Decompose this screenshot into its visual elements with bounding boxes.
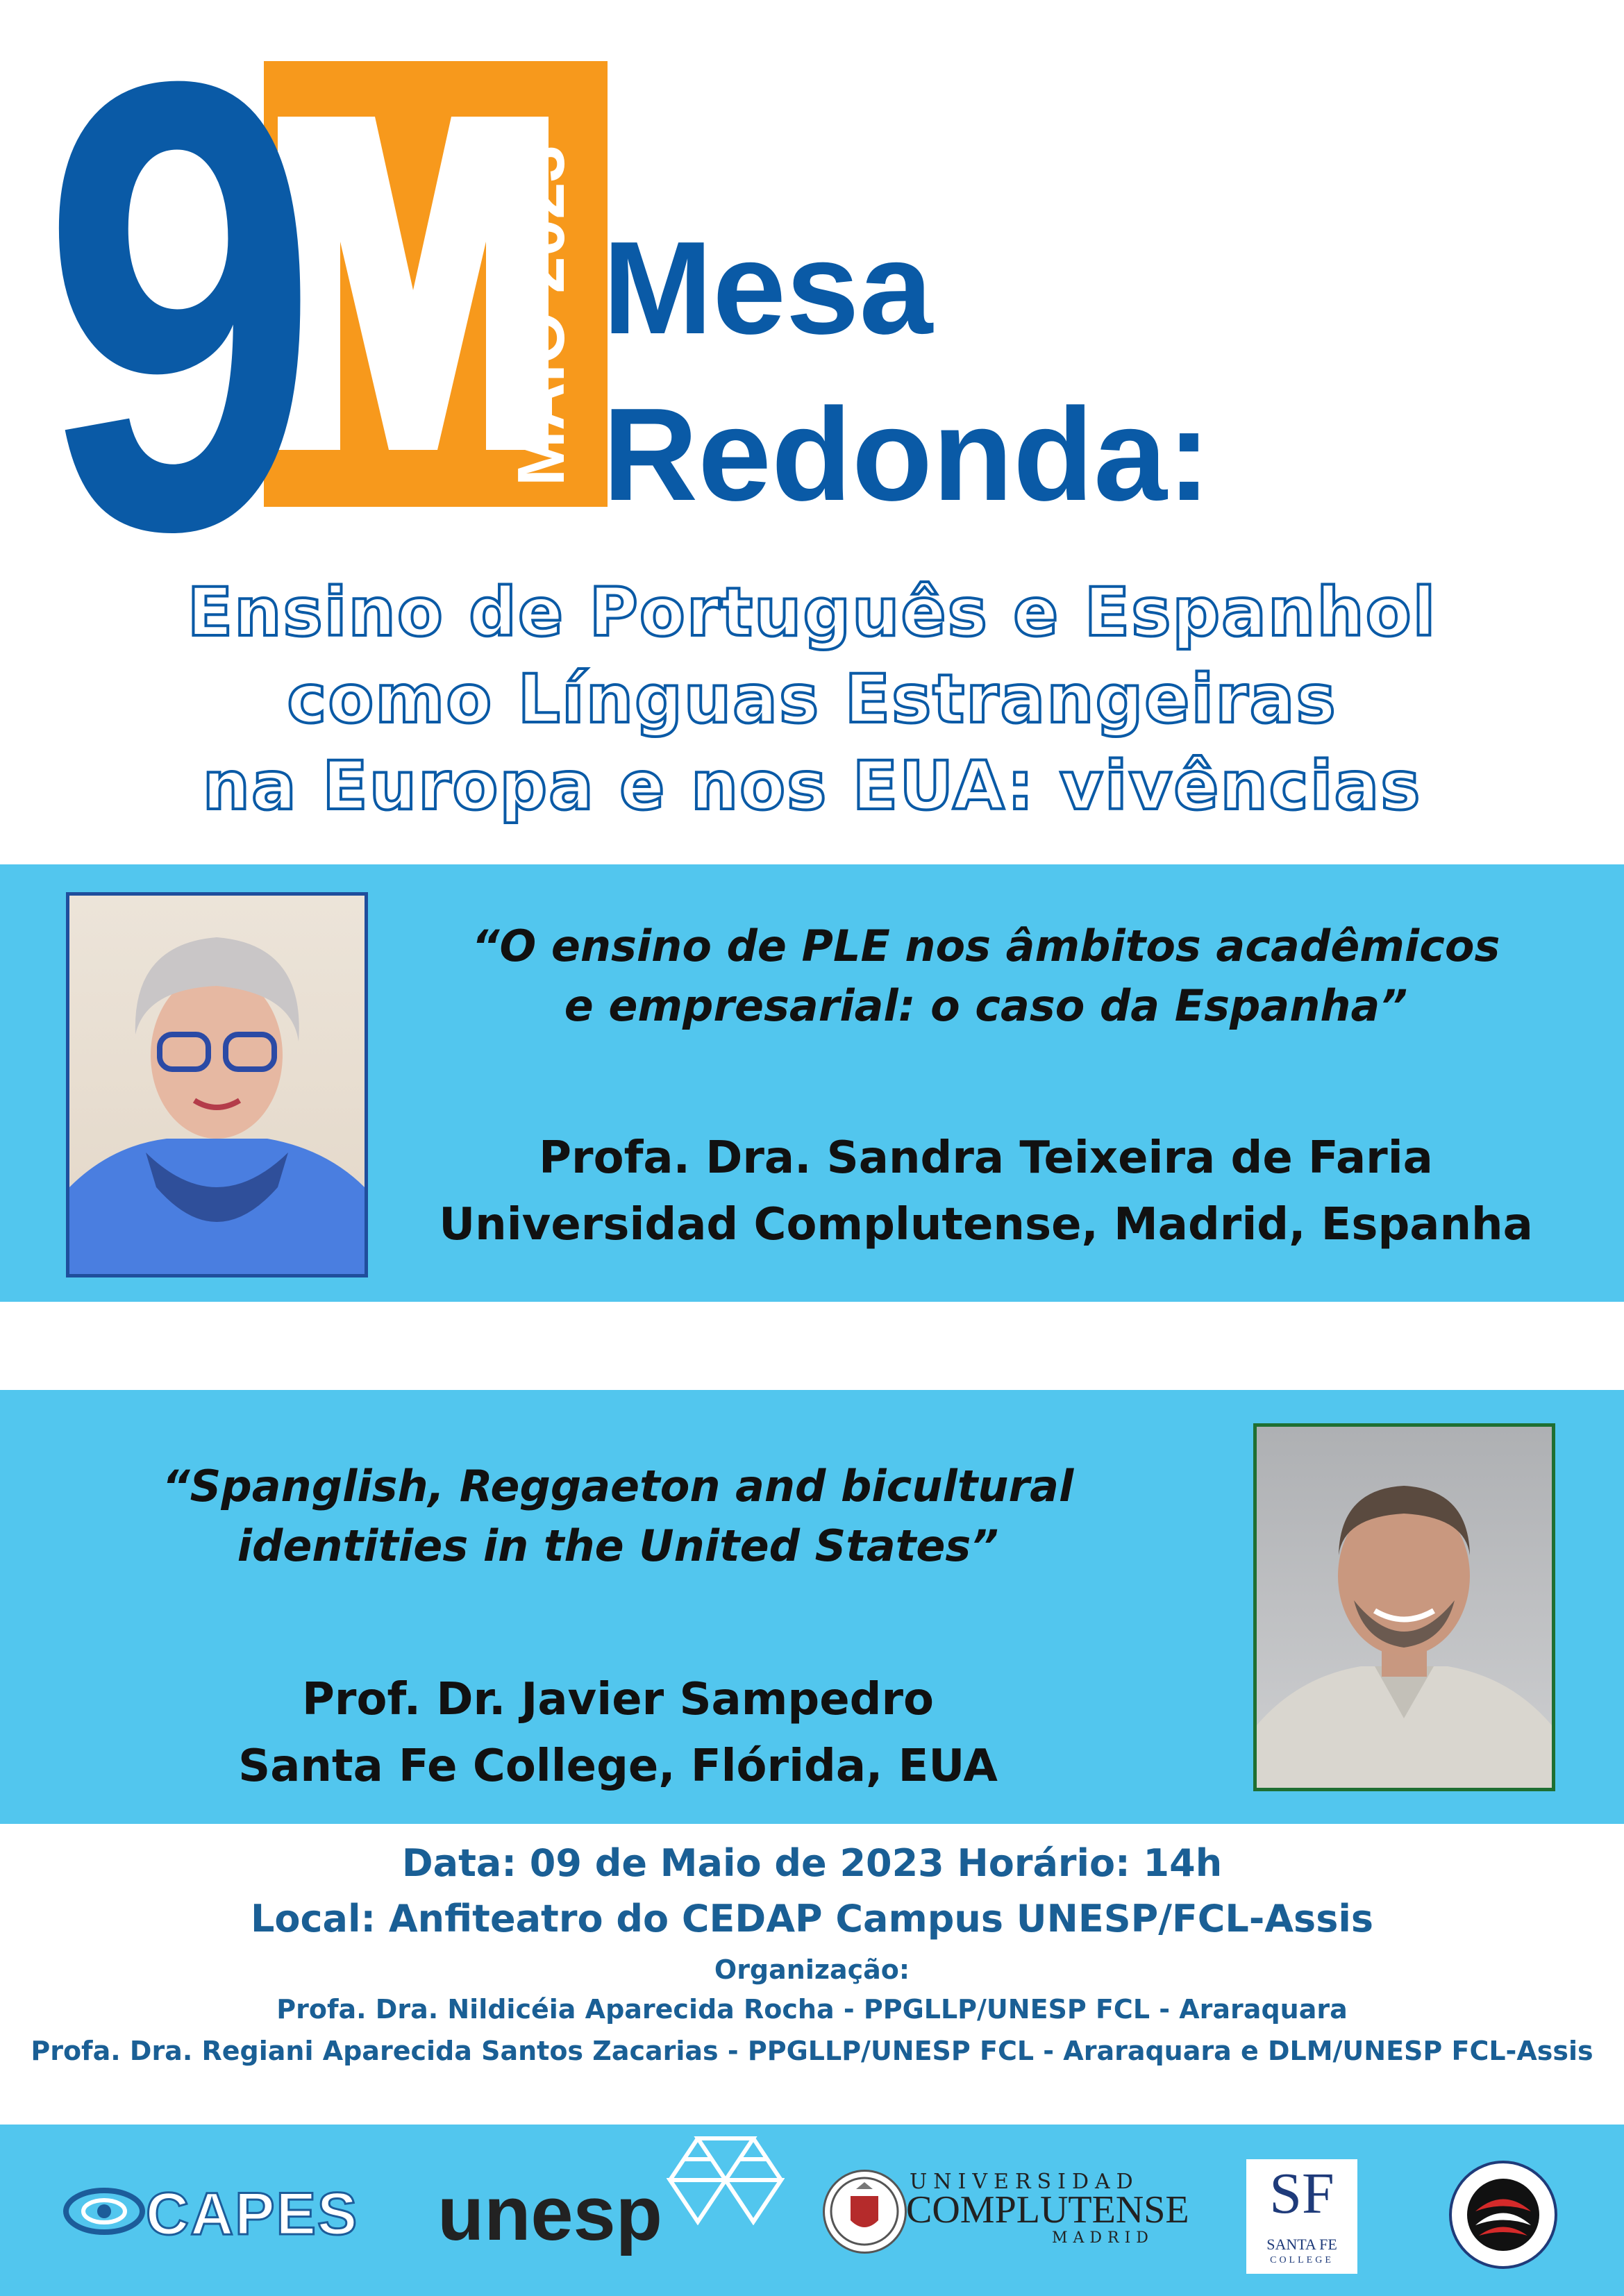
page-title-line1: Mesa — [603, 215, 933, 362]
ucm-line1: UNIVERSIDAD — [910, 2170, 1139, 2194]
talk-title-1-line1: “O ensino de PLE nos âmbitos acadêmicos — [471, 921, 1500, 971]
santa-fe-logo-college: COLLEGE — [1270, 2255, 1334, 2265]
ucm-logo — [823, 2170, 1189, 2253]
speaker-2-affiliation: Santa Fe College, Flórida, EUA — [238, 1741, 998, 1792]
subtitle — [0, 569, 1624, 829]
unesp-triangles-icon — [667, 2135, 785, 2225]
speaker-2-info — [69, 1666, 1166, 1800]
talk-title-2-line1: “Spanglish, Reggaeton and bicultural — [162, 1461, 1074, 1511]
santa-fe-logo — [1246, 2159, 1357, 2274]
talk-title-1 — [417, 916, 1555, 1035]
unesp-logo-text: unesp — [437, 2171, 662, 2256]
vertical-date — [486, 90, 597, 486]
organizer-1: Profa. Dra. Nildicéia Aparecida Rocha - PPGLLP/UNESP FCL - Araraquara — [276, 1994, 1348, 2025]
organization-title: Organização: — [714, 1954, 910, 1985]
event-location: Local: Anfiteatro do CEDAP Campus UNESP/FCL-Assis — [251, 1897, 1373, 1941]
subtitle-line3: na Europa e nos EUA: vivências — [202, 746, 1422, 825]
subtitle-line1: Ensino de Português e Espanhol — [187, 573, 1437, 651]
speaker-2-name: Prof. Dr. Javier Sampedro — [302, 1674, 934, 1725]
ucm-line3: MADRID — [1052, 2229, 1154, 2247]
page-title-line2: Redonda: — [603, 381, 1212, 528]
talk-title-1-line2: e empresarial: o caso da Espanha” — [564, 980, 1408, 1031]
vertical-date-text: MAIO 2023 — [504, 145, 578, 486]
capes-logo-text: CAPES — [146, 2181, 359, 2247]
ucm-line2: COMPLUTENSE — [906, 2188, 1189, 2231]
day-number: 9 — [42, 0, 308, 662]
speaker-2-photo — [1253, 1423, 1555, 1791]
talk-title-2-line2: identities in the United States” — [237, 1520, 999, 1571]
santa-fe-logo-name: SANTA FE — [1266, 2236, 1337, 2253]
subtitle-line2: como Línguas Estrangeiras — [287, 660, 1337, 738]
speaker-1-info — [417, 1125, 1555, 1258]
ucm-seal-icon — [823, 2170, 907, 2254]
event-date-time: Data: 09 de Maio de 2023 Horário: 14h — [401, 1841, 1223, 1885]
speaker-1-photo — [66, 892, 368, 1277]
santa-fe-logo-initials: SF — [1269, 2161, 1334, 2226]
heritage-seal-icon — [1448, 2159, 1559, 2270]
speaker-1-affiliation: Universidad Complutense, Madrid, Espanha — [439, 1199, 1533, 1250]
capes-logo — [62, 2180, 359, 2247]
organizer-2: Profa. Dra. Regiani Aparecida Santos Zacarias - PPGLLP/UNESP FCL - Araraquara e DLM/UNESP FCL-Assis — [31, 2036, 1593, 2066]
talk-title-2 — [69, 1457, 1166, 1575]
capes-eye-icon — [62, 2180, 146, 2243]
speaker-1-name: Profa. Dra. Sandra Teixeira de Faria — [539, 1132, 1433, 1184]
